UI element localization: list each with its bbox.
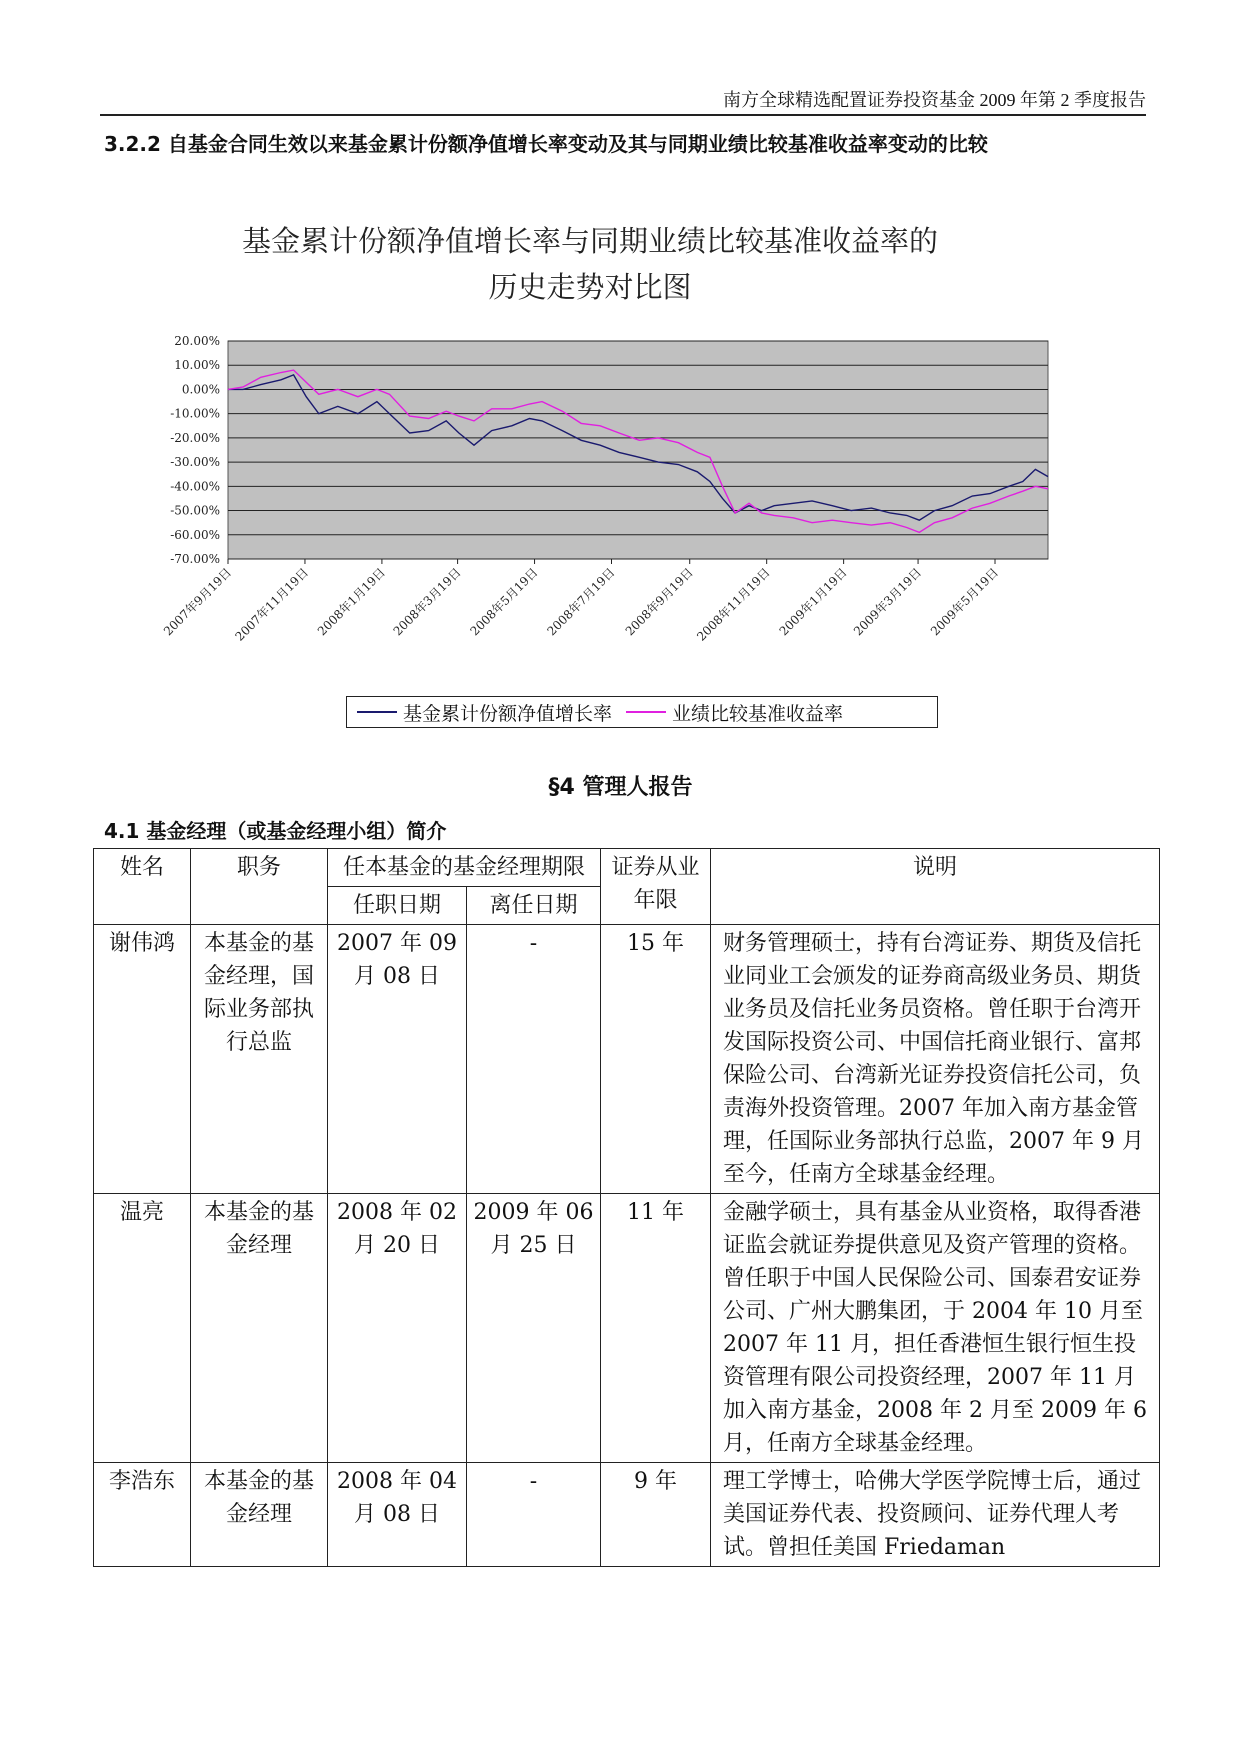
manager-table [93, 848, 1160, 1567]
y-tick-label: -10.00% [170, 406, 220, 421]
table-row [94, 1463, 1160, 1567]
cell-years: 9 年 [601, 1463, 711, 1567]
header-name: 姓名 [94, 849, 191, 925]
legend-swatch-benchmark [626, 711, 666, 713]
cell-desc: 财务管理硕士，持有台湾证券、期货及信托业同业工会颁发的证券商高级业务员、期货业务员及信托业务员资格。曾任职于台湾开发国际投资公司、中国信托商业银行、富邦保险公司、台湾新光证券投资信托公司，负责海外投资管理。2007 年加入南方基金管理，任国际业务部执行总监，2007 年 9 月至今，任南方全球基金经理。 [711, 925, 1160, 1194]
subsection-title: 4.1 基金经理（或基金经理小组）简介 [104, 819, 447, 843]
x-tick-label: 2007年9月19日 [160, 565, 235, 639]
legend-label-benchmark: 业绩比较基准收益率 [672, 702, 844, 725]
cell-name: 李浩东 [94, 1463, 191, 1567]
legend-item-nav [357, 699, 612, 726]
y-tick-label: -60.00% [170, 527, 220, 542]
y-tick-label: -50.00% [170, 503, 220, 518]
cell-title: 本基金的基金经理 [191, 1463, 328, 1567]
y-tick-label: 20.00% [174, 335, 220, 348]
y-tick-label: -40.00% [170, 479, 220, 494]
x-tick-label: 2008年11月19日 [694, 565, 773, 644]
cell-start: 2007 年 09 月 08 日 [328, 925, 467, 1194]
cell-desc: 理工学博士，哈佛大学医学院博士后，通过美国证券代表、投资顾问、证券代理人考试。曾担任美国 Friedaman [711, 1463, 1160, 1567]
table-row [94, 925, 1160, 1194]
line-chart [130, 335, 1090, 690]
x-tick-label: 2008年5月19日 [467, 565, 541, 639]
cell-end: - [467, 925, 601, 1194]
cell-desc: 金融学硕士，具有基金从业资格，取得香港证监会就证券提供意见及资产管理的资格。曾任职于中国人民保险公司、国泰君安证券公司、广州大鹏集团，于 2004 年 10 月至 2007 年 11 月，担任香港恒生银行恒生投资管理有限公司投资经理，2007 年 11 月加入南方基金，2008 年 2 月至 2009 年 6 月，任南方全球基金经理。 [711, 1194, 1160, 1463]
legend-label-nav: 基金累计份额净值增长率 [403, 702, 613, 725]
chart-title-line1: 基金累计份额净值增长率与同期业绩比较基准收益率的 [241, 224, 938, 258]
header-term-end: 离任日期 [467, 887, 601, 925]
plot-area [228, 341, 1048, 559]
chapter-title: §4 管理人报告 [548, 775, 693, 800]
cell-start: 2008 年 04 月 08 日 [328, 1463, 467, 1567]
cell-name: 温亮 [94, 1194, 191, 1463]
x-tick-label: 2008年7月19日 [544, 565, 618, 639]
x-tick-label: 2008年3月19日 [390, 565, 464, 639]
cell-start: 2008 年 02 月 20 日 [328, 1194, 467, 1463]
header-term-start: 任职日期 [328, 887, 467, 925]
header-years: 证券从业年限 [601, 849, 711, 925]
header-term: 任本基金的基金经理期限 [328, 849, 601, 887]
table-header-row [94, 849, 1160, 887]
header-divider [100, 114, 1146, 116]
y-tick-label: -70.00% [170, 552, 220, 566]
y-tick-label: -30.00% [170, 455, 220, 470]
cell-title: 本基金的基金经理 [191, 1194, 328, 1463]
y-tick-label: 0.00% [181, 382, 220, 397]
header-desc: 说明 [711, 849, 1160, 925]
y-tick-label: -20.00% [170, 430, 220, 445]
x-tick-label: 2009年3月19日 [851, 565, 925, 639]
section-title: 3.2.2 自基金合同生效以来基金累计份额净值增长率变动及其与同期业绩比较基准收益率变动的比较 [104, 132, 988, 156]
x-tick-label: 2009年5月19日 [927, 565, 1002, 639]
cell-title: 本基金的基金经理，国际业务部执行总监 [191, 925, 328, 1194]
x-tick-label: 2008年9月19日 [622, 565, 696, 639]
y-tick-label: 10.00% [174, 358, 220, 373]
legend-swatch-nav [357, 711, 397, 713]
cell-end: 2009 年 06 月 25 日 [467, 1194, 601, 1463]
page-header: 南方全球精选配置证券投资基金 2009 年第 2 季度报告 [723, 90, 1146, 110]
x-tick-label: 2007年11月19日 [232, 565, 312, 644]
cell-name: 谢伟鸿 [94, 925, 191, 1194]
chart-legend [346, 696, 938, 728]
legend-item-benchmark [626, 699, 843, 726]
cell-years: 11 年 [601, 1194, 711, 1463]
x-tick-label: 2008年1月19日 [314, 565, 389, 639]
cell-end: - [467, 1463, 601, 1567]
x-tick-label: 2009年1月19日 [776, 565, 850, 639]
chart-title-line2: 历史走势对比图 [488, 270, 692, 304]
chart-title [160, 218, 1020, 310]
table-row [94, 1194, 1160, 1463]
header-title: 职务 [191, 849, 328, 925]
cell-years: 15 年 [601, 925, 711, 1194]
